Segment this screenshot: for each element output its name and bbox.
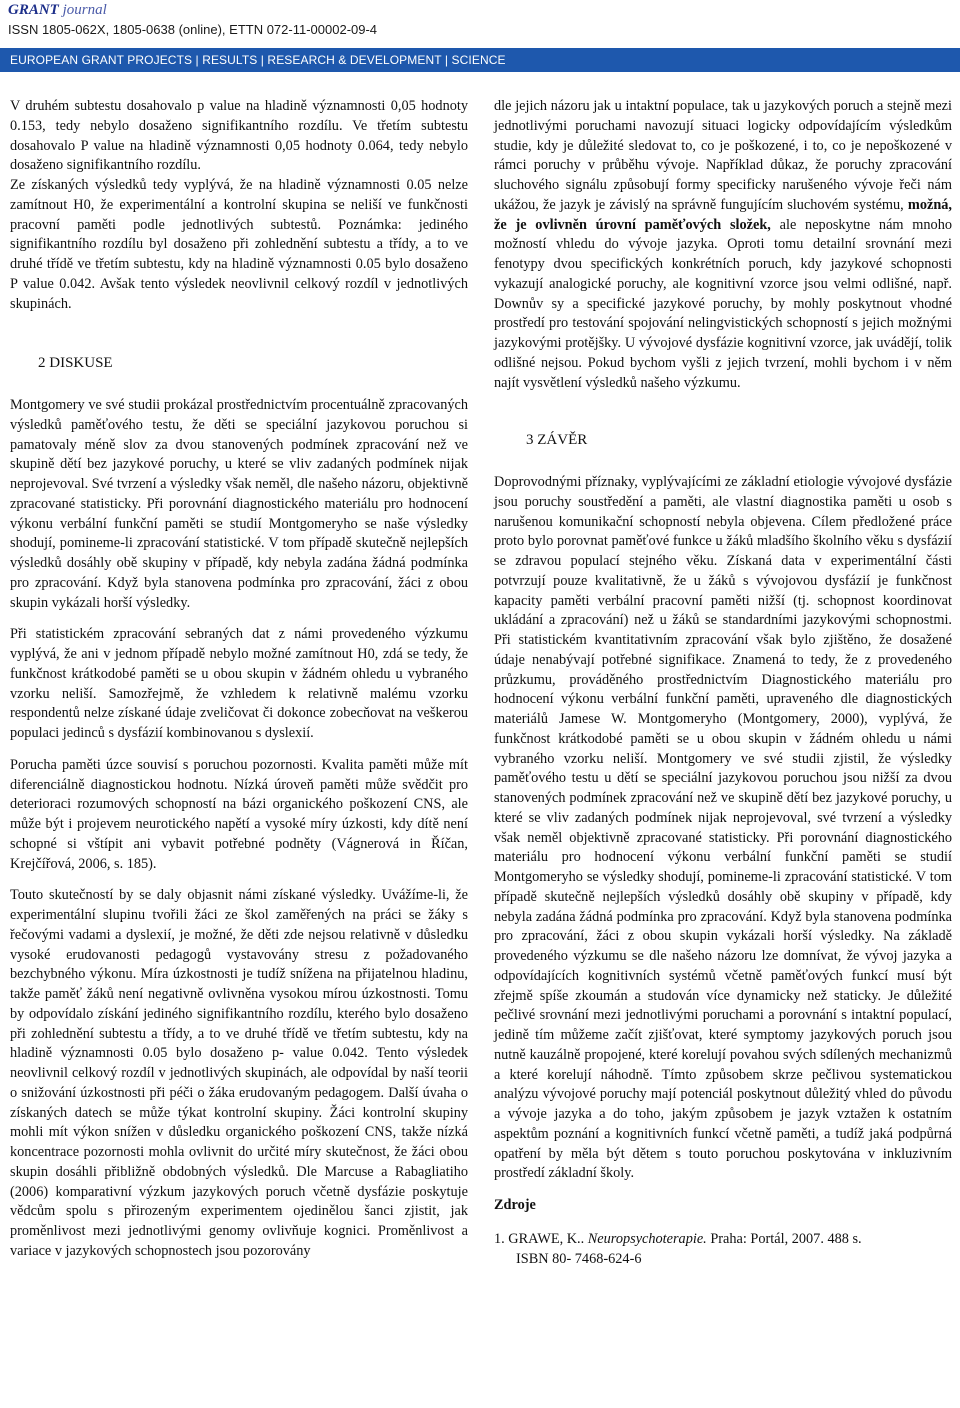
journal-title — [8, 2, 107, 19]
header-banner: EUROPEAN GRANT PROJECTS | RESULTS | RESEARCH & DEVELOPMENT | SCIENCE — [0, 48, 960, 72]
left-column — [10, 97, 468, 1262]
right-column — [494, 97, 952, 1269]
section-heading-diskuse: 2 DISKUSE — [38, 355, 113, 372]
text-run: ale neposkytne nám mnoho možností vhledu do vývoje jazyka. Oproti tomu detailní srovnání mezi fenotypy dvou specifických konkrétních poruch, kdy jazykové schopnosti vykazují analogické poruchy, ale kognitivní vzorce jsou velmi odlišné, např. Downův sy a specifické jazykové poruchy, by mohly poskytnout vhodné prostředí pro testování spojování nelingvistických schopností s jejich možnými jazykovými protějšky. U vývojové dysfázie kognitivní vzorce, jak uvádějí, tolik odlišné nejsou. Pokud bychom vyšli z jejich tvrzení, mohli bychom i v něm najít vysvětlení výsledků našeho výzkumu. — [494, 216, 952, 391]
paragraph — [494, 97, 952, 393]
journal-name: GRANT — [8, 2, 59, 18]
bold-text: možná, že je ovlivněn úrovní paměťových složek, — [494, 196, 952, 233]
reference-title: Neuropsychoterapie. — [587, 1230, 707, 1247]
paragraph: Doprovodnými příznaky, vyplývajícími ze základní etiologie vývojové dysfázie jsou poruchy soustředění a paměti, ale vlastní diagnostika paměti u osob s narušenou komunikační schopností nebyla objevena. Cílem předložené práce proto bylo porovnat paměťové funkce u žáků mladšího školního věku s dysfázií se zdravou populací stejného věku. Získaná data v experimentální části potvrzují pouze kvalitativně, že u žáků s vývojovou dysfázií je funkčnost kapacity paměti verbální pracovní paměti nižší (tj. schopnost koordinovat ukládání a zpracování) než u žáků se standardními jazykovými schopnostmi. Při statistickém kvantitativním zpracování však bylo zjištěno, že dosažené údaje nenabývají potřebné signifikace. Znamená to tedy, že z provedeného průzkumu, prováděného prostřednictvím Diagnostického materiálu pro hodnocení výkonu verbální funkční paměti, upraveného dle diagnostických materiálů Jamese W. Montgomeryho (Montgomery, 2000), vyplývá, že funkčnost krátkodobé paměti se u obou skupin v žádném ohledu u námi vybraného vzorku neliší. Montgomery ve své studii zjistil, že výsledky paměťového testu u dětí se speciální jazykovou poruchou jsou nižší za dvou stanovených podmínek zpracování než ve skupině dětí bez jazykové poruchy, u které se vliv zadaných podmínek nijak neprojevoval, své tvrzení a výsledky však neměl objektivně zpracované statisticky. Při porovnání diagnostického materiálu pro hodnocení výkonu verbální funkční paměti se studií Montgomeryho se výsledky shodují, pomineme-li zpracování statistické. V tom případě skutečně nejlepších výsledků dosáhly obě skupiny v případě, kdy nebyla zadána žádná podmínka pro zpracování. Když byla stanovena podmínka pro zpracování, žáci z obou skupin vykázali horší výsledky. Na základě provedeného výzkumu se dle našeho názoru lze domnívat, že vývoj jazyka a odpovídajících kognitivních systémů včetně paměťových funkcí musí být zřejmě spíše zkoumán a studován více dynamicky než staticky. Je důležité pečlivé srovnání mezi jednotlivými poruchami a porovnání s intaktní populací, jedině tím můžeme začít zjišťovat, které symptomy jazykových poruch jsou nutně kauzálně propojené, které korelují povahou svých sdílených mechanizmů a které korelují náhodně. Tímto způsobem skrze pečlivou systematickou analýzu vývojové poruchy mají potenciál poskytnout důležitý vhled do původu a vývoje jazyka a do toho, jakým způsobem je jazyk vztažen k ostatním aspektům poznání a kognitivních funkcí včetně paměti, a tudíž jaká podpůrná opatření by měla být dětem s touto poruchou poskytována v inkluzivním prostředí základní školy. — [494, 474, 952, 1182]
journal-word: journal — [62, 2, 107, 18]
reference-item — [494, 1230, 952, 1270]
paragraph: Ze získaných výsledků tedy vyplývá, že na hladině významnosti 0.05 nelze zamítnout H0, že experimentální a kontrolní skupina se neliší ve funkčnosti pracovní paměti podle jednotlivých subtestů. Poznámka: jediného signifikantního rozdílu byl dosaženo při zohlednění subtestu a třídy, a to ve druhé třídě ve třetím subtestu, kdy na hladině významnosti 0.05 bylo dosaženo P value 0.042. Avšak tento výsledek neovlivnil celkový rozdíl v jednotlivých skupinách. — [10, 177, 468, 312]
paragraph: Při statistickém zpracování sebraných dat z námi provedeného výzkumu vyplývá, že ani v jednom případě nebylo možné zamítnout H0, zdá se tedy, že funkčnost krátkodobé paměti se u obou skupin v žádném ohledu u vybraného vzorku neliší. Samozřejmě, že vzhledem k relativně malému vzorku respondentů nelze získané údaje zveličovat či dokonce zobecňovat na veškerou populaci jedinců s dysfázií kombinovanou s dyslexií. — [10, 626, 468, 741]
text-run: dle jejich názoru jak u intaktní populace, tak u jazykových poruch a stejně mezi jednotlivými poruchami navozují situaci logicky odpovídajícím výsledkům studie, kdy je důležité sledovat to, co je poškozené, i to, co je nepoškozené v rámci poruchy v průběhu vývoje. Například důkaz, že poruchy zpracování sluchového signálu způsobují formy specificky narušeného vývoje řeči nám ukážou, že jazyk je závislý na správně fungujícím sluchovém systému, — [494, 98, 952, 213]
sources-heading: Zdroje — [494, 1197, 536, 1213]
issn-line: ISSN 1805-062X, 1805-0638 (online), ETTN 072-11-00002-09-4 — [8, 22, 378, 37]
paragraph: Montgomery ve své studii prokázal prostřednictvím procentuálně zpracovaných výsledků paměťového testu, že děti se speciální jazykovou poruchou si pamatovaly méně slov za dvou stanovených podmínek zpracování než ve skupině dětí bez jazykové poruchy, u které se vliv zadaných podmínek nijak neprojevoval. Své tvrzení a výsledky však neměl, dle našeho názoru, objektivně zpracované statisticky. Při porovnání diagnostického materiálu pro hodnocení výkonu verbální funkční paměti se studií Montgomeryho se naše výsledky shodují, pomineme-li zpracování statistické. V tom případě skutečně nejlepších výsledků dosáhly obě skupiny v případě, kdy nebyla zadána žádná podmínka pro zpracování. Když byla stanovena podmínka pro zpracování, žáci z obou skupin vykázali horší výsledky. — [10, 397, 468, 611]
paragraph: Touto skutečností by se daly objasnit námi získané výsledky. Uvážíme-li, že experimentální slupinu tvořili žáci ze škol zaměřených na práci se žáky s řečovými vadami a dyslexií, je možné, že děti zde nejsou relativně v důsledku vysoké erudovanosti pedagogů vystavovány stresu z požadovaného bezchybného výkonu. Míra úzkostnosti je tudíž snížena na přijatelnou hladinu, takže paměť žáků není negativně ovlivněna vysokou mírou úzkostnosti. Tomu by odpovídalo získání jediného signifikantního rozdílu, kterého bylo dosaženo při zohlednění subtestu a třídy, a to ve druhé třídě ve třetím subtestu, kdy na hladině významnosti 0.05 bylo dosaženo p- value 0.042. Tento výsledek neovlivnil celkový rozdíl v jednotlivých skupinách, ale odpovídal by naší teorii o snižování úzkostnosti při péči o žáka erudovaným pedagogem. Další úvaha o získaných datech se může týkat kontrolní skupiny. Žáci kontrolní skupiny mohli mít výkon snížen v důsledku organického poškození CNS, takže nízká koncentrace pozornosti mohla ovlivnit do určité míry skutečnost, že žáci obou skupin dosáhli přibližně obdobných výsledků. Dle Marcuse a Rabagliatiho (2006) komparativní výzkum jazykových poruch včetně dysfázie poskytuje vědcům spolu s přirozeným experimentem ojedinělou šanci zjistit, jak proměnlivost mezi jednotlivými genomy ovlivňuje kognici. Proměnlivost a variace v jazykových schopnostech jsou pozorovány — [10, 887, 468, 1259]
reference-isbn: ISBN 80- 7468-624-6 — [516, 1250, 642, 1267]
paragraph: V druhém subtestu dosahovalo p value na hladině významnosti 0,05 hodnoty 0.153, tedy nebylo dosaženo signifikantního rozdílu. Ve třetím subtestu dosahovalo P value na hladině významnosti 0,05 hodnoty 0.064, tedy nebylo dosaženo signifikantního rozdílu. — [10, 98, 468, 174]
reference-text: Praha: Portál, 2007. 488 s. — [706, 1230, 862, 1247]
reference-text: 1. GRAWE, K.. — [494, 1230, 588, 1247]
paragraph: Porucha paměti úzce souvisí s poruchou pozornosti. Kvalita paměti může mít diferenciálně diagnostickou hodnotu. Nízká úroveň paměti může svědčit pro deterioraci rozumových schopností na bázi organického poškození CNS, ale může být i projevem neurotického napětí a vysoké míry úzkosti, kdy dítě není schopné si vštípit ani vybavit potřebné podněty (Vágnerová in Říčan, Krejčířová, 2006, s. 185). — [10, 756, 468, 872]
section-heading-zaver: 3 ZÁVĚR — [526, 432, 588, 449]
